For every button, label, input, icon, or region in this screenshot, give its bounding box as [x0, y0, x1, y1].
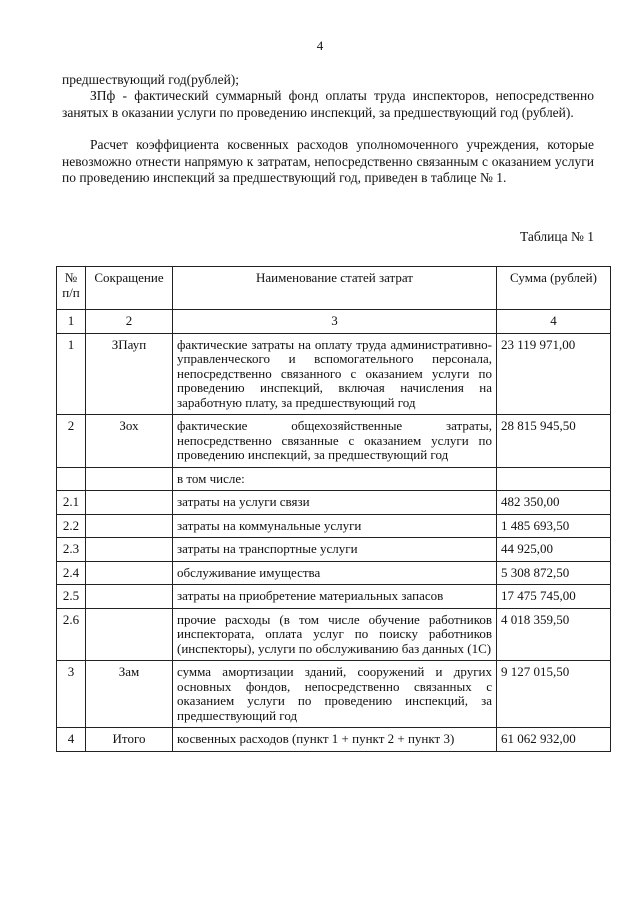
page-number: 4 — [316, 38, 324, 53]
row-cost-item: затраты на коммунальные услуги — [173, 514, 497, 538]
row-sum: 4 018 359,50 — [497, 608, 611, 661]
row-cost-item: обслуживание имущества — [173, 561, 497, 585]
row-abbreviation — [86, 538, 173, 562]
row-abbreviation: Зам — [86, 661, 173, 728]
row-cost-item: фактические общехозяйственные затраты, непосредственно связанные с оказанием услуги по проведению инспекций, за предшествующий год — [173, 415, 497, 468]
index-cell: 4 — [497, 310, 611, 334]
header-number: № п/п — [57, 267, 86, 310]
row-abbreviation — [86, 561, 173, 585]
row-sum: 17 475 745,00 — [497, 585, 611, 609]
row-cost-item: в том числе: — [173, 467, 497, 491]
table-index-row — [57, 310, 611, 334]
row-number: 1 — [57, 333, 86, 415]
row-sum — [497, 467, 611, 491]
row-cost-item: косвенных расходов (пункт 1 + пункт 2 + пункт 3) — [173, 728, 497, 752]
row-abbreviation — [86, 467, 173, 491]
row-sum: 28 815 945,50 — [497, 415, 611, 468]
paragraph-indirect-ratio-text: Расчет коэффициента косвенных расходов уполномоченного учреждения, которые невозможно отнести напрямую к затратам, непосредственно связанным с оказанием услуги по проведению инспекций за предшествующий год, приведен в таблице № 1. — [62, 137, 594, 185]
index-cell: 3 — [173, 310, 497, 334]
row-number — [57, 467, 86, 491]
table-row — [57, 661, 611, 728]
row-sum: 482 350,00 — [497, 491, 611, 515]
row-sum: 44 925,00 — [497, 538, 611, 562]
row-number: 3 — [57, 661, 86, 728]
paragraph-zpf-text: ЗПф - фактический суммарный фонд оплаты труда инспекторов, непосредственно занятых в оказании услуги по проведению инспекций, за предшествующий год (рублей). — [62, 88, 594, 120]
row-cost-item: фактические затраты на оплату труда административно-управленческого и вспомогательного персонала, непосредственно связанного с оказанием услуги по проведению инспекций, включая начисления на заработную плату, за предшествующий год — [173, 333, 497, 415]
paragraph-indirect-ratio — [62, 137, 594, 187]
row-abbreviation — [86, 608, 173, 661]
row-number: 2.4 — [57, 561, 86, 585]
table-row — [57, 415, 611, 468]
row-sum: 1 485 693,50 — [497, 514, 611, 538]
row-abbreviation — [86, 585, 173, 609]
row-cost-item: затраты на услуги связи — [173, 491, 497, 515]
row-abbreviation: Итого — [86, 728, 173, 752]
table-row — [57, 561, 611, 585]
row-abbreviation — [86, 514, 173, 538]
table-row — [57, 608, 611, 661]
row-abbreviation — [86, 491, 173, 515]
row-cost-item: сумма амортизации зданий, сооружений и других основных фондов, непосредственно связанных с оказанием услуги по проведению инспекций, за предшествующий год — [173, 661, 497, 728]
cost-table — [56, 266, 611, 752]
index-cell: 2 — [86, 310, 173, 334]
header-abbreviation: Сокращение — [86, 267, 173, 310]
row-cost-item: прочие расходы (в том числе обучение работников инспектората, оплата услуг по поиску работников (инспекторы), услуги по обслуживанию баз данных (1С) — [173, 608, 497, 661]
table-row — [57, 333, 611, 415]
row-abbreviation: Зох — [86, 415, 173, 468]
row-sum: 5 308 872,50 — [497, 561, 611, 585]
row-cost-item: затраты на приобретение материальных запасов — [173, 585, 497, 609]
row-sum: 9 127 015,50 — [497, 661, 611, 728]
row-abbreviation: ЗПауп — [86, 333, 173, 415]
row-number: 2.1 — [57, 491, 86, 515]
table-row — [57, 585, 611, 609]
row-sum: 61 062 932,00 — [497, 728, 611, 752]
table-row — [57, 514, 611, 538]
header-cost-item: Наименование статей затрат — [173, 267, 497, 310]
row-number: 2.6 — [57, 608, 86, 661]
table-row — [57, 538, 611, 562]
row-number: 2.2 — [57, 514, 86, 538]
paragraph-prev-year: предшествующий год(рублей); — [62, 72, 240, 87]
row-cost-item: затраты на транспортные услуги — [173, 538, 497, 562]
row-number: 4 — [57, 728, 86, 752]
index-cell: 1 — [57, 310, 86, 334]
paragraph-zpf-definition — [62, 88, 594, 121]
row-number: 2.5 — [57, 585, 86, 609]
table-header-row — [57, 267, 611, 310]
row-sum: 23 119 971,00 — [497, 333, 611, 415]
table-row — [57, 491, 611, 515]
row-number: 2 — [57, 415, 86, 468]
header-sum: Сумма (рублей) — [497, 267, 611, 310]
table-row-total — [57, 728, 611, 752]
row-number: 2.3 — [57, 538, 86, 562]
table-caption: Таблица № 1 — [520, 229, 594, 244]
table-row — [57, 467, 611, 491]
